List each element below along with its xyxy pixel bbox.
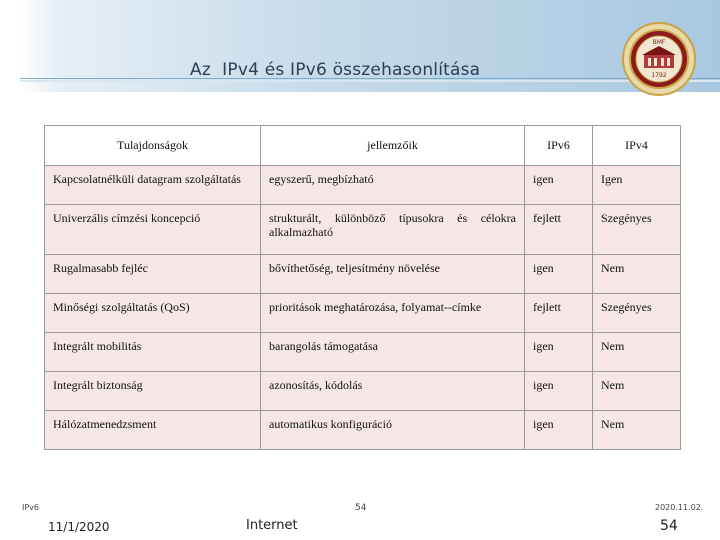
row-property: Integrált mobilitás <box>45 333 261 372</box>
header-divider-light <box>20 80 720 82</box>
row-ipv6: igen <box>525 372 593 411</box>
row-ipv4: Szegényes <box>593 294 681 333</box>
footer-date: 11/1/2020 <box>48 520 110 534</box>
row-property: Rugalmasabb fejléc <box>45 255 261 294</box>
row-characteristic: strukturált, különböző típusokra és célokra alkalmazható <box>261 205 525 255</box>
table-row <box>45 411 681 450</box>
row-ipv4: Nem <box>593 255 681 294</box>
table-row <box>45 372 681 411</box>
footer-slide-number-small: 54 <box>355 503 367 513</box>
row-ipv4: Nem <box>593 333 681 372</box>
slide-title: Az IPv4 és IPv6 összehasonlítása <box>190 60 481 80</box>
table-row <box>45 294 681 333</box>
table-row <box>45 205 681 255</box>
row-ipv6: fejlett <box>525 294 593 333</box>
header-properties: Tulajdonságok <box>45 126 261 166</box>
row-property: Kapcsolatnélküli datagram szolgáltatás <box>45 166 261 205</box>
row-ipv6: igen <box>525 411 593 450</box>
footer-course-title: Internet <box>246 518 298 533</box>
row-ipv6: igen <box>525 166 593 205</box>
footer-page-number: 54 <box>660 518 678 534</box>
logo-top-text: BMF <box>652 39 666 46</box>
table-row <box>45 333 681 372</box>
footer-date-small: 2020.11.02. <box>655 503 704 512</box>
table-row <box>45 255 681 294</box>
table-header-row <box>45 126 681 166</box>
row-characteristic: prioritások meghatározása, folyamat--címke <box>261 294 525 333</box>
row-characteristic: egyszerű, megbízható <box>261 166 525 205</box>
row-ipv4: Igen <box>593 166 681 205</box>
row-characteristic: automatikus konfiguráció <box>261 411 525 450</box>
row-ipv6: igen <box>525 333 593 372</box>
row-property: Hálózatmenedzsment <box>45 411 261 450</box>
header-characteristics: jellemzőik <box>261 126 525 166</box>
row-ipv6: fejlett <box>525 205 593 255</box>
comparison-table <box>44 125 681 450</box>
logo-bottom-text: 1792 <box>651 72 667 79</box>
row-property: Minőségi szolgáltatás (QoS) <box>45 294 261 333</box>
row-characteristic: azonosítás, kódolás <box>261 372 525 411</box>
footer-topic: IPv6 <box>22 503 40 512</box>
row-ipv4: Nem <box>593 411 681 450</box>
header-ipv4: IPv4 <box>593 126 681 166</box>
row-ipv6: igen <box>525 255 593 294</box>
row-ipv4: Nem <box>593 372 681 411</box>
university-seal-logo <box>622 22 696 96</box>
header-ipv6: IPv6 <box>525 126 593 166</box>
row-ipv4: Szegényes <box>593 205 681 255</box>
row-property: Integrált biztonság <box>45 372 261 411</box>
row-property: Univerzális címzési koncepció <box>45 205 261 255</box>
table-row <box>45 166 681 205</box>
row-characteristic: bővíthetőség, teljesítmény növelése <box>261 255 525 294</box>
row-characteristic: barangolás támogatása <box>261 333 525 372</box>
